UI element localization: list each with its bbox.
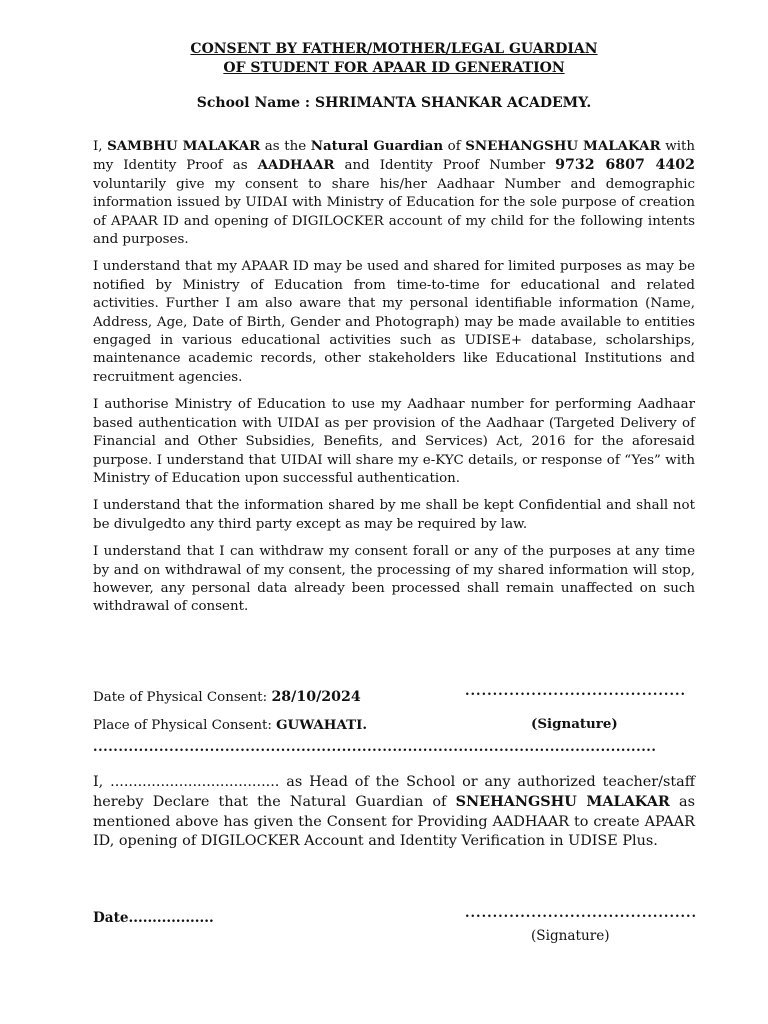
- para1-text-5: and Identity Proof Number: [334, 158, 556, 174]
- para1-text-4: with my Identity Proof as: [93, 139, 695, 174]
- declaration-student-name: SNEHANGSHU MALAKAR: [455, 793, 670, 811]
- school-label: School Name :: [196, 95, 315, 111]
- consent-place-row: [93, 716, 367, 735]
- paragraph-2: I understand that my APAAR ID may be used and shared for limited purposes as may be notified by Ministry of Education from time-to-time for educational and related activities. Further I am also aware that my personal identifiable information (Name, Address, Age, Date of Birth, Gender and Photograph) may be made available to entities engaged in various educational activities such as UDISE+ database, scholarships, maintenance academic records, other stakeholders like Educational Institutions and recruitment agencies.: [93, 259, 695, 385]
- para1-text-3: of: [443, 139, 466, 154]
- title-line-1: CONSENT BY FATHER/MOTHER/LEGAL GUARDIAN: [190, 41, 598, 57]
- para1-text-6: voluntarily give my consent to share his/her Aadhaar Number and demographic information issued by UIDAI with Ministry of Education for the sole purpose of creation of APAAR ID and opening of DIGILOCKER account of my child for the following intents and purposes.: [93, 176, 695, 248]
- consent-place-value: GUWAHATI.: [276, 717, 367, 733]
- paragraph-1: [93, 137, 695, 249]
- declaration-text-1: I, ..................................... as Head of the School or any authorized teacher/staff hereby Declare that the Natural Guardian of: [93, 774, 695, 811]
- guardian-signature-label: (Signature): [531, 716, 618, 732]
- separator-line: ...............................................................................................................: [93, 740, 657, 755]
- guardian-name: SAMBHU MALAKAR: [107, 138, 261, 154]
- consent-place-label: Place of Physical Consent:: [93, 718, 277, 733]
- consent-form: [93, 40, 695, 626]
- id-proof-type: AADHAAR: [257, 157, 335, 174]
- declaration-text-2: as mentioned above has given the Consent for Providing AADHAAR to create APAAR ID, opening of DIGILOCKER Account and Identity Verification in UDISE Plus.: [93, 794, 695, 850]
- paragraph-4: I understand that the information shared by me shall be kept Confidential and shall not be divulgedto any third party except as may be required by law.: [93, 498, 695, 532]
- consent-date-row: [93, 688, 361, 707]
- guardian-relation: Natural Guardian: [310, 138, 444, 154]
- para1-text-2: as the: [260, 139, 311, 154]
- student-name: SNEHANGSHU MALAKAR: [465, 138, 661, 154]
- paragraph-5: I understand that I can withdraw my consent forall or any of the purposes at any time by and on withdrawal of my consent, the processing of my shared information will stop, however, any personal data already been processed shall remain unaffected on such withdrawal of consent.: [93, 544, 695, 615]
- paragraph-3: I authorise Ministry of Education to use my Aadhaar number for performing Aadhaar based authentication with UIDAI as per provision of the Aadhaar (Targeted Delivery of Financial and Other Subsidies, Benefits, and Services) Act, 2016 for the aforesaid purpose. I understand that UIDAI will share my e-KYC details, or response of “Yes” with Ministry of Education upon successful authentication.: [93, 397, 695, 486]
- consent-date-value: 28/10/2024: [271, 689, 361, 705]
- footer-date: Date..................: [93, 910, 214, 926]
- title-line-2: OF STUDENT FOR APAAR ID GENERATION: [223, 60, 565, 76]
- consent-date-label: Date of Physical Consent:: [93, 690, 272, 705]
- school-name-line: [93, 95, 695, 111]
- para1-text-1: I,: [93, 139, 108, 154]
- school-name: SHRIMANTA SHANKAR ACADEMY.: [314, 95, 592, 111]
- declaration-paragraph: [93, 773, 695, 852]
- guardian-signature-line: ........................................: [465, 684, 687, 699]
- head-signature-label: (Signature): [531, 928, 610, 944]
- id-proof-number: 9732 6807 4402: [555, 157, 695, 174]
- head-signature-line: ..........................................: [465, 906, 698, 921]
